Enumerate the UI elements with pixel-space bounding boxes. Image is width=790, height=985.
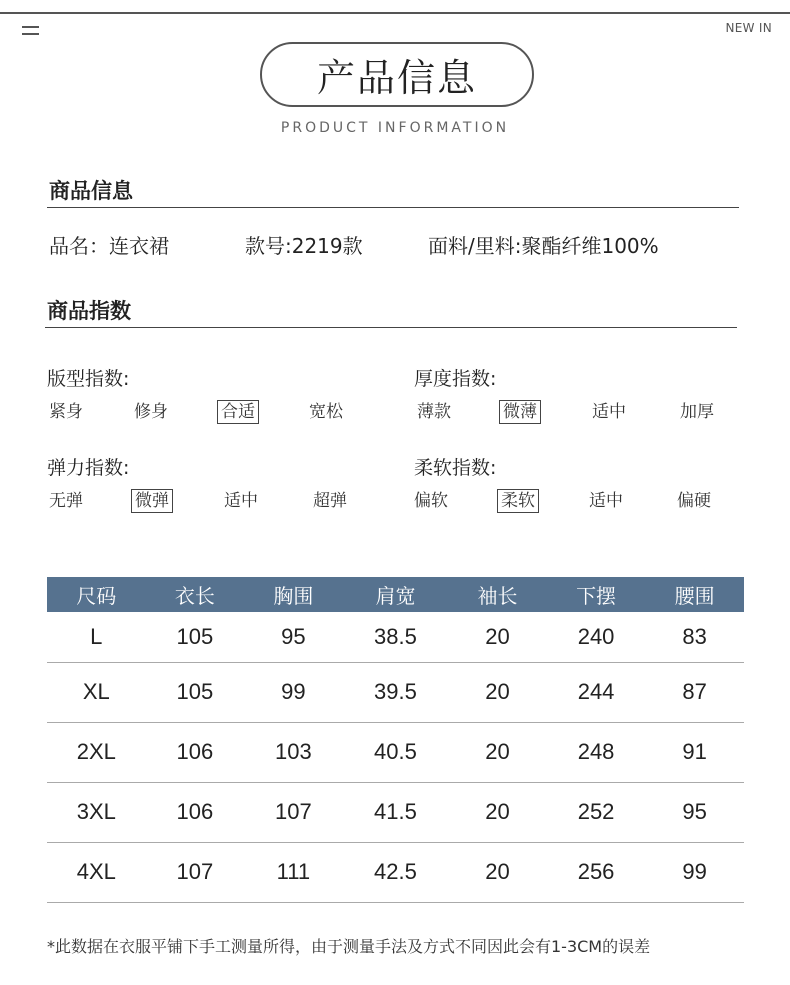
- elasticity-option-selected: 微弹: [131, 489, 173, 513]
- page-title-pill: [260, 42, 534, 107]
- table-cell: 87: [645, 662, 744, 722]
- size-table-header: [47, 577, 744, 612]
- fit-option: 紧身: [49, 402, 83, 422]
- softness-option-selected: 柔软: [497, 489, 539, 513]
- table-cell: 95: [645, 782, 744, 842]
- table-cell: 99: [244, 662, 343, 722]
- table-cell: 38.5: [343, 612, 449, 662]
- table-row: [47, 612, 744, 662]
- measurement-note: *此数据在衣服平铺下手工测量所得，由于测量手法及方式不同因此会有1-3CM的误差: [47, 937, 651, 956]
- column-header: 胸围: [244, 577, 343, 612]
- table-cell: 248: [547, 722, 646, 782]
- table-cell: 256: [547, 842, 646, 902]
- softness-option: 适中: [589, 491, 623, 511]
- table-cell: XL: [47, 662, 146, 722]
- fit-index-label: 版型指数:: [47, 368, 130, 390]
- product-info-heading: 商品信息: [49, 179, 133, 203]
- product-fabric: 面料/里料:聚酯纤维100%: [428, 234, 659, 258]
- table-cell: 20: [448, 782, 547, 842]
- column-header: 腰围: [645, 577, 744, 612]
- thickness-option: 薄款: [417, 402, 451, 422]
- softness-index-label: 柔软指数:: [414, 457, 497, 479]
- new-in-label: NEW IN: [725, 21, 772, 35]
- table-cell: 99: [645, 842, 744, 902]
- table-cell: 244: [547, 662, 646, 722]
- softness-option: 偏硬: [677, 491, 711, 511]
- table-cell: 252: [547, 782, 646, 842]
- table-cell: 111: [244, 842, 343, 902]
- table-cell: 2XL: [47, 722, 146, 782]
- table-cell: 105: [146, 662, 245, 722]
- table-row: [47, 782, 744, 842]
- table-cell: 20: [448, 612, 547, 662]
- elasticity-index-label: 弹力指数:: [47, 457, 130, 479]
- fit-option-selected: 合适: [217, 400, 259, 424]
- table-row: [47, 722, 744, 782]
- table-cell: 20: [448, 722, 547, 782]
- table-cell: 106: [146, 782, 245, 842]
- table-cell: 103: [244, 722, 343, 782]
- table-cell: 40.5: [343, 722, 449, 782]
- page-title: 产品信息: [316, 56, 477, 100]
- table-cell: 95: [244, 612, 343, 662]
- product-index-heading: 商品指数: [47, 299, 131, 323]
- column-header: 下摆: [547, 577, 646, 612]
- table-cell: 83: [645, 612, 744, 662]
- table-cell: 106: [146, 722, 245, 782]
- product-index-rule: [45, 327, 737, 328]
- table-row: [47, 662, 744, 722]
- table-cell: 240: [547, 612, 646, 662]
- softness-option: 偏软: [414, 491, 448, 511]
- column-header: 肩宽: [343, 577, 449, 612]
- table-cell: 41.5: [343, 782, 449, 842]
- thickness-option: 加厚: [680, 402, 714, 422]
- elasticity-option: 适中: [224, 491, 258, 511]
- table-cell: 4XL: [47, 842, 146, 902]
- table-cell: 42.5: [343, 842, 449, 902]
- table-cell: 105: [146, 612, 245, 662]
- table-cell: L: [47, 612, 146, 662]
- table-cell: 20: [448, 842, 547, 902]
- table-cell: 3XL: [47, 782, 146, 842]
- table-cell: 107: [244, 782, 343, 842]
- table-row: [47, 842, 744, 902]
- elasticity-option: 无弹: [49, 491, 83, 511]
- table-cell: 39.5: [343, 662, 449, 722]
- product-name: 品名：连衣裙: [49, 234, 169, 258]
- thickness-option: 适中: [592, 402, 626, 422]
- table-cell: 91: [645, 722, 744, 782]
- hamburger-menu-icon[interactable]: [22, 26, 39, 35]
- page-subtitle: PRODUCT INFORMATION: [280, 120, 510, 136]
- table-cell: 20: [448, 662, 547, 722]
- size-table: [47, 577, 744, 903]
- thickness-index-label: 厚度指数:: [414, 368, 497, 390]
- top-divider: [0, 12, 790, 14]
- fit-option: 宽松: [309, 402, 343, 422]
- column-header: 衣长: [146, 577, 245, 612]
- thickness-option-selected: 微薄: [499, 400, 541, 424]
- column-header: 尺码: [47, 577, 146, 612]
- fit-option: 修身: [134, 402, 168, 422]
- table-cell: 107: [146, 842, 245, 902]
- product-info-rule: [47, 207, 739, 208]
- column-header: 袖长: [448, 577, 547, 612]
- elasticity-option: 超弹: [313, 491, 347, 511]
- product-style-no: 款号:2219款: [245, 234, 363, 258]
